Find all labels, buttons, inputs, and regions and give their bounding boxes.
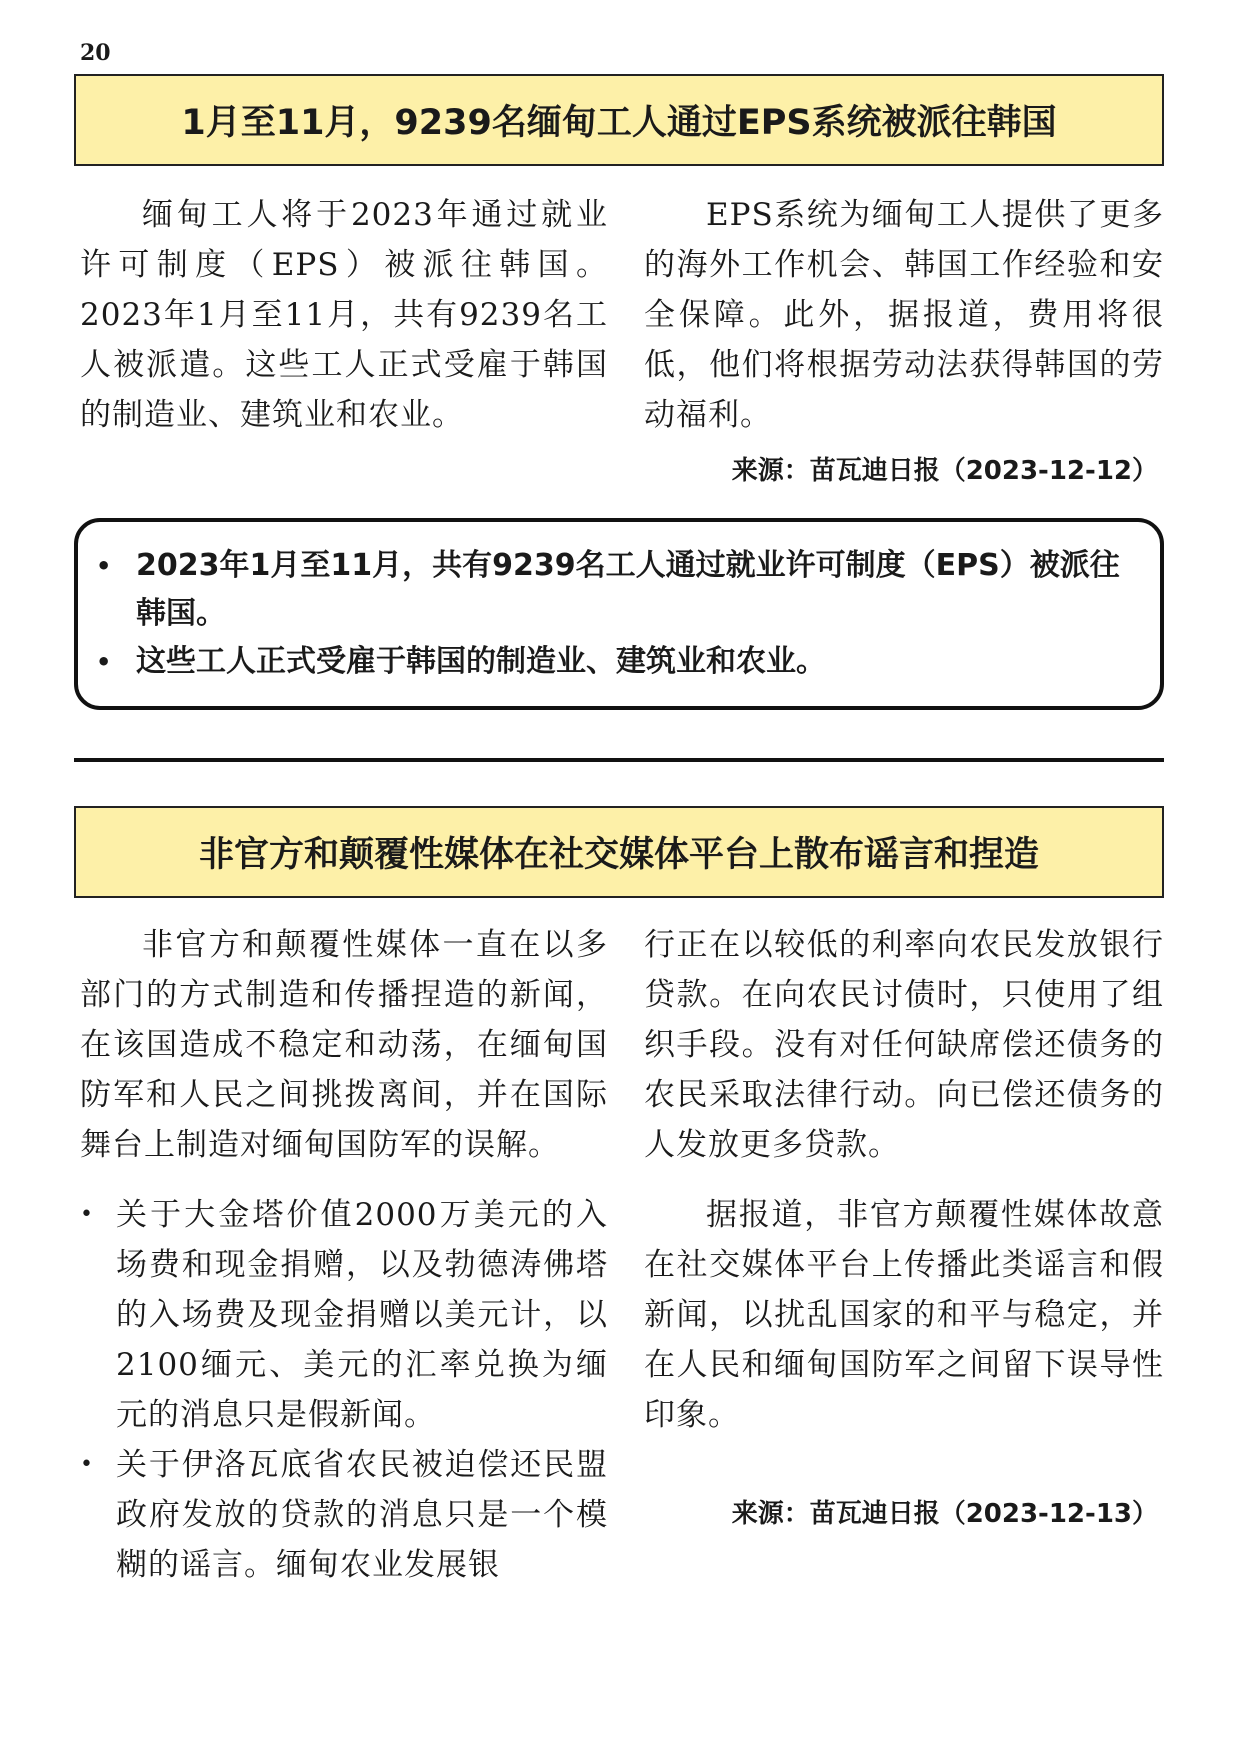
article2-left-paragraph: 非官方和颠覆性媒体一直在以多部门的方式制造和传播捏造的新闻，在该国造成不稳定和动荡，在缅甸国防军和人民之间挑拨离间，并在国际舞台上制造对缅甸国防军的误解。 [80,927,608,1163]
article1-left-paragraph: 缅甸工人将于2023年通过就业许可制度（EPS）被派往韩国。2023年1月至11月，共有9239名工人被派遣。这些工人正式受雇于韩国的制造业、建筑业和农业。 [80,197,608,433]
summary-item-text: 这些工人正式受雇于韩国的制造业、建筑业和农业。 [136,644,826,679]
article2-source: 来源：苗瓦迪日报（2023-12-13） [731,1499,1158,1529]
article2-title: 非官方和颠覆性媒体在社交媒体平台上散布谣言和捏造 [74,806,1164,898]
article1-title: 1月至11月，9239名缅甸工人通过EPS系统被派往韩国 [74,74,1164,166]
bullet-icon: • [80,1452,93,1477]
article1-right-paragraph: EPS系统为缅甸工人提供了更多的海外工作机会、韩国工作经验和安全保障。此外，据报道，费用将很低，他们将根据劳动法获得韩国的劳动福利。 [644,197,1164,433]
page-number: 20 [80,40,111,66]
list-item [80,1190,608,1440]
bullet-icon: • [96,648,112,676]
article2-right-paragraph: 据报道，非官方颠覆性媒体故意在社交媒体平台上传播此类谣言和假新闻，以扰乱国家的和平与稳定，并在人民和缅甸国防军之间留下误导性印象。 [644,1197,1164,1433]
bullet-icon: • [80,1202,93,1227]
bullet-icon: • [96,552,112,580]
article1-left-column [80,190,608,440]
article2-right-column [644,920,1164,1440]
article2-right-continuation: 行正在以较低的利率向农民发放银行贷款。在向农民讨债时，只使用了组织手段。没有对任何缺席偿还债务的农民采取法律行动。向已偿还债务的人发放更多贷款。 [644,927,1164,1163]
summary-box [74,518,1164,710]
article2-left-column [80,920,608,1590]
list-item-text: 关于大金塔价值2000万美元的入场费和现金捐赠，以及勃德涛佛塔的入场费及现金捐赠以美元计，以2100缅元、美元的汇率兑换为缅元的消息只是假新闻。 [116,1197,608,1433]
list-item-text: 关于伊洛瓦底省农民被迫偿还民盟政府发放的贷款的消息只是一个模糊的谣言。缅甸农业发展银 [116,1447,608,1583]
summary-item [92,542,1146,638]
article2-bullet-list [80,1190,608,1590]
article1-source: 来源：苗瓦迪日报（2023-12-12） [731,456,1158,486]
summary-item-text: 2023年1月至11月，共有9239名工人通过就业许可制度（EPS）被派往韩国。 [136,548,1120,631]
list-item [80,1440,608,1590]
summary-item [92,638,1146,686]
section-divider [74,758,1164,762]
article1-right-column [644,190,1164,440]
